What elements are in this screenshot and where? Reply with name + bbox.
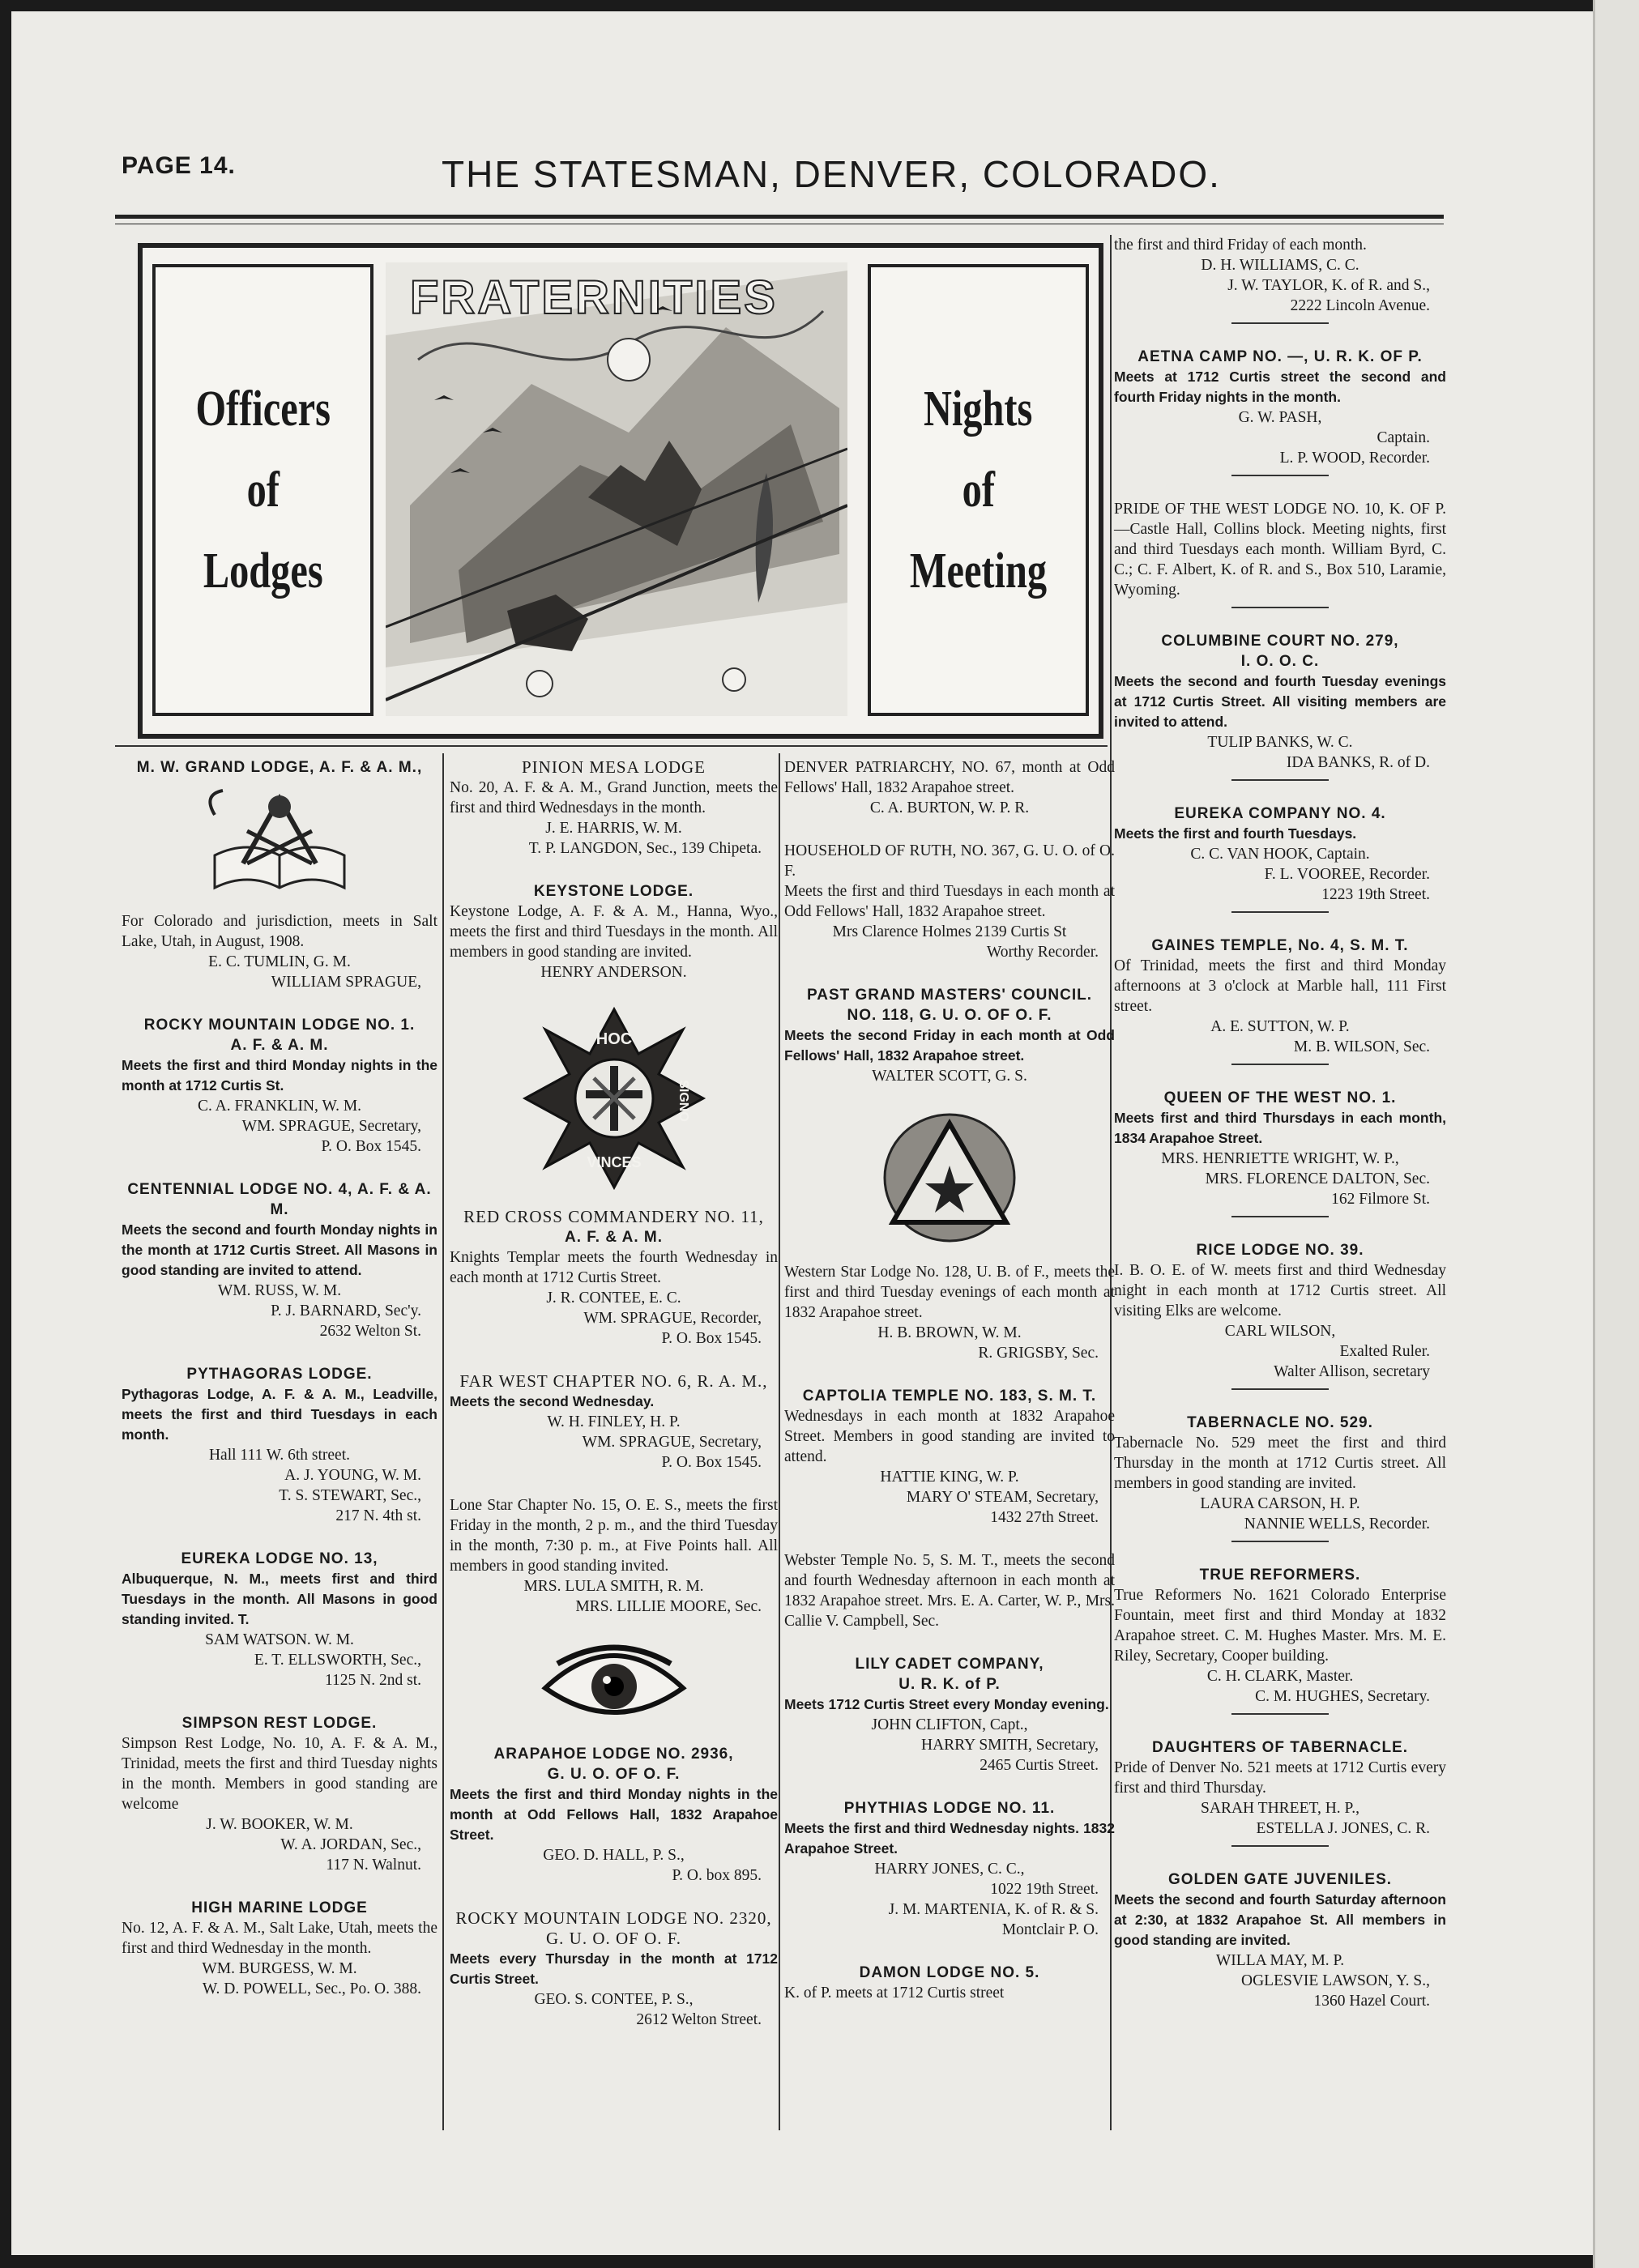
- notice-body: Meets 1712 Curtis Street every Monday evening.: [784, 1696, 1109, 1712]
- lodge-notice: [450, 1005, 778, 1349]
- notice-signature: C. C. VAN HOOK, Captain.: [1190, 846, 1370, 863]
- fraternities-banner: [138, 243, 1103, 739]
- notice-signature: Mrs Clarence Holmes 2139 Curtis St: [832, 923, 1067, 940]
- notice-signature: GEO. S. CONTEE, P. S.,: [534, 1991, 694, 2008]
- notice-signature: D. H. WILLIAMS, C. C.: [1201, 257, 1359, 274]
- notice-signature: TULIP BANKS, W. C.: [1207, 734, 1353, 751]
- column-3: [784, 757, 1115, 2026]
- notice-body: No. 20, A. F. & A. M., Grand Junction, meets the first and third Wednesdays in the month.: [450, 779, 778, 816]
- notice-signature: J. E. HARRIS, W. M.: [545, 820, 682, 837]
- lodge-notice: [784, 1550, 1115, 1631]
- notice-title: AETNA CAMP NO. —, U. R. K. OF P.: [1137, 348, 1423, 365]
- notice-title: DAMON LODGE NO. 5.: [859, 1964, 1040, 1981]
- lodge-notice: [122, 1364, 437, 1526]
- lodge-notice: [122, 757, 437, 992]
- notice-signature: HARRY JONES, C. C.,: [874, 1861, 1025, 1878]
- notice-signature: HENRY ANDERSON.: [540, 964, 687, 981]
- notice-title: ARAPAHOE LODGE NO. 2936,: [493, 1746, 734, 1763]
- notice-title: CAPTOLIA TEMPLE NO. 183, S. M. T.: [802, 1388, 1097, 1405]
- separator-rule: [1231, 779, 1329, 781]
- notice-title: PYTHAGORAS LODGE.: [186, 1366, 373, 1383]
- notice-signature: WM. SPRAGUE, Recorder,: [583, 1310, 762, 1327]
- notice-subtitle: A. F. & A. M.: [564, 1229, 664, 1246]
- notice-body: Simpson Rest Lodge, No. 10, A. F. & A. M., Trinidad, meets the first and third Tuesday nights in the month. Members in good standing are welcome: [122, 1735, 437, 1813]
- lodge-notice: [784, 1109, 1115, 1363]
- notice-body: the first and third Friday of each month.: [1114, 237, 1367, 254]
- notice-signature: WILLA MAY, M. P.: [1215, 1952, 1345, 1969]
- notice-signature: NANNIE WELLS, Recorder.: [1244, 1516, 1430, 1533]
- notice-title: GAINES TEMPLE, No. 4, S. M. T.: [1151, 937, 1409, 954]
- notice-signature: W. H. FINLEY, H. P.: [547, 1413, 681, 1430]
- notice-body: Meets the first and third Tuesdays in each month at Odd Fellows' Hall, 1832 Arapahoe street.: [784, 883, 1115, 920]
- notice-signature: W. A. JORDAN, Sec.,: [280, 1836, 421, 1853]
- notice-signature: T. S. STEWART, Sec.,: [279, 1487, 421, 1504]
- notice-title: GOLDEN GATE JUVENILES.: [1167, 1871, 1393, 1888]
- notice-signature: P. O. Box 1545.: [661, 1330, 762, 1347]
- lodge-notice: [122, 1015, 437, 1157]
- notice-body: Meets the second and fourth Saturday afternoon at 2:30, at 1832 Arapahoe St. All members in good standing are invited.: [1114, 1891, 1446, 1948]
- notice-signature: C. M. HUGHES, Secretary.: [1255, 1688, 1430, 1705]
- notice-title: KEYSTONE LODGE.: [533, 883, 694, 900]
- banner-left-word: Officers: [195, 382, 331, 437]
- notice-signature: SAM WATSON. W. M.: [205, 1631, 354, 1648]
- notice-body: Meets the first and fourth Tuesdays.: [1114, 825, 1357, 842]
- notice-signature: P. O. Box 1545.: [661, 1454, 762, 1471]
- lodge-notice: [450, 1371, 778, 1473]
- officers-of-lodges-box: [152, 264, 373, 716]
- notice-signature: SARAH THREET, H. P.,: [1201, 1800, 1359, 1817]
- notice-signature: 2465 Curtis Street.: [980, 1757, 1099, 1774]
- notice-signature: MRS. FLORENCE DALTON, Sec.: [1205, 1170, 1430, 1187]
- notice-body: Keystone Lodge, A. F. & A. M., Hanna, Wyo., meets the first and third Tuesdays in the month. All members in good standing are invited.: [450, 903, 778, 961]
- notice-title: PAST GRAND MASTERS' COUNCIL.: [806, 987, 1092, 1004]
- banner-right-word: Meeting: [909, 544, 1048, 599]
- svg-text:HOC: HOC: [595, 1030, 632, 1048]
- column-1: [122, 757, 437, 2022]
- notice-title: TABERNACLE NO. 529.: [1187, 1414, 1373, 1431]
- notice-body: Meets the first and third Wednesday nights. 1832 Arapahoe Street.: [784, 1820, 1115, 1857]
- notice-signature: MRS. HENRIETTE WRIGHT, W. P.,: [1161, 1150, 1399, 1167]
- notice-signature: J. W. BOOKER, W. M.: [206, 1816, 353, 1833]
- notice-signature: F. L. VOOREE, Recorder.: [1264, 866, 1430, 883]
- separator-rule: [1231, 1845, 1329, 1847]
- svg-text:VINCES: VINCES: [586, 1154, 642, 1170]
- notice-signature: WM. BURGESS, W. M.: [202, 1960, 357, 1977]
- templar-cross-icon: [450, 1005, 778, 1197]
- notice-title: RED CROSS COMMANDERY NO. 11,: [463, 1207, 764, 1226]
- lodge-notice: [784, 1798, 1115, 1940]
- lodge-notice: [784, 1386, 1115, 1528]
- lodge-notice: [1114, 1413, 1446, 1542]
- lodge-notice: [122, 1713, 437, 1875]
- notice-signature: H. B. BROWN, W. M.: [877, 1324, 1022, 1341]
- notice-body: No. 12, A. F. & A. M., Salt Lake, Utah, meets the first and third Wednesday in the month.: [122, 1920, 437, 1957]
- column-rule: [442, 753, 444, 2130]
- lodge-notice: [450, 1908, 778, 2030]
- notice-subtitle: G. U. O. OF O. F.: [547, 1766, 681, 1783]
- notice-body: Meets the second Wednesday.: [450, 1393, 655, 1409]
- notice-signature: JOHN CLIFTON, Capt.,: [871, 1716, 1028, 1733]
- notice-body: Pride of Denver No. 521 meets at 1712 Curtis every first and third Thursday.: [1114, 1759, 1446, 1797]
- separator-rule: [1231, 1064, 1329, 1065]
- notice-body: Meets first and third Thursdays in each month, 1834 Arapahoe Street.: [1114, 1110, 1446, 1146]
- notice-signature: A. J. YOUNG, W. M.: [284, 1467, 421, 1484]
- notice-signature: 1432 27th Street.: [990, 1509, 1099, 1526]
- lodge-notice: [1114, 347, 1446, 476]
- notice-signature: WALTER SCOTT, G. S.: [872, 1068, 1027, 1085]
- notice-signature: Walter Allison, secretary: [1274, 1363, 1430, 1380]
- notice-body: For Colorado and jurisdiction, meets in Salt Lake, Utah, in August, 1908.: [122, 913, 437, 950]
- notice-body: Of Trinidad, meets the first and third Monday afternoons at 3 o'clock at Marble hall, 111 First street.: [1114, 957, 1446, 1015]
- notice-signature: P. O. Box 1545.: [321, 1138, 421, 1155]
- notice-signature: 1223 19th Street.: [1321, 886, 1430, 903]
- lodge-notice: [1114, 235, 1446, 324]
- separator-rule: [1231, 1388, 1329, 1390]
- notice-signature: CARL WILSON,: [1224, 1323, 1336, 1340]
- banner-title: FRATERNITIES: [410, 271, 778, 324]
- notice-title: PINION MESA LODGE: [522, 757, 706, 777]
- notice-title: COLUMBINE COURT NO. 279,: [1161, 633, 1399, 650]
- column-rule: [779, 753, 780, 2130]
- notice-signature: P. J. BARNARD, Sec'y.: [271, 1302, 421, 1319]
- banner-left-word: of: [246, 463, 280, 518]
- column-2: [450, 757, 778, 2053]
- notice-signature: M. B. WILSON, Sec.: [1293, 1038, 1430, 1055]
- notice-signature: 2222 Lincoln Avenue.: [1290, 297, 1430, 314]
- notice-signature: 2612 Welton Street.: [636, 2011, 762, 2028]
- notice-body: HOUSEHOLD OF RUTH, NO. 367, G. U. O. of O. F.: [784, 842, 1115, 880]
- notice-title: TRUE REFORMERS.: [1199, 1567, 1361, 1584]
- notice-signature: MRS. LILLIE MOORE, Sec.: [575, 1598, 762, 1615]
- notice-body: Wednesdays in each month at 1832 Arapahoe Street. Members in good standing are invited to attend.: [784, 1408, 1115, 1465]
- notice-signature: OGLESVIE LAWSON, Y. S.,: [1241, 1972, 1430, 1989]
- notice-title: QUEEN OF THE WEST NO. 1.: [1163, 1089, 1397, 1106]
- notice-signature: 2632 Welton St.: [319, 1323, 421, 1340]
- banner-right-word: Nights: [924, 382, 1033, 437]
- notice-body: True Reformers No. 1621 Colorado Enterprise Fountain, meet first and third Monday at 1832 Arapahoe street. C. M. Hughes Master. Mrs. M. E. Riley, Secretary, Cooper building.: [1114, 1587, 1446, 1665]
- notice-signature: E. C. TUMLIN, G. M.: [208, 953, 351, 970]
- masonic-bible-icon: [122, 782, 437, 902]
- notice-body: Western Star Lodge No. 128, U. B. of F., meets the first and third Tuesday evenings of each month at 1832 Arapahoe street.: [784, 1264, 1115, 1321]
- lodge-notice: [1114, 499, 1446, 608]
- lodge-notice: [784, 1654, 1115, 1776]
- notice-title: FAR WEST CHAPTER NO. 6, R. A. M.,: [459, 1371, 768, 1391]
- notice-signature: IDA BANKS, R. of D.: [1286, 754, 1430, 771]
- lodge-notice: [450, 1495, 778, 1617]
- notice-signature: Hall 111 W. 6th street.: [208, 1447, 351, 1464]
- notice-signature: ESTELLA J. JONES, C. R.: [1256, 1820, 1430, 1837]
- notice-subtitle: NO. 118, G. U. O. OF O. F.: [847, 1007, 1052, 1024]
- notice-signature: C. A. FRANKLIN, W. M.: [197, 1098, 362, 1115]
- lodge-notice: [1114, 1565, 1446, 1715]
- lodge-notice: [1114, 1737, 1446, 1847]
- notice-title: SIMPSON REST LODGE.: [181, 1715, 378, 1732]
- notice-signature: R. GRIGSBY, Sec.: [978, 1345, 1099, 1362]
- page-edge: [1593, 0, 1639, 2268]
- lodge-notice: [450, 881, 778, 983]
- notice-signature: Exalted Ruler.: [1339, 1343, 1430, 1360]
- notice-signature: 117 N. Walnut.: [326, 1857, 421, 1874]
- lodge-notice: [784, 985, 1115, 1086]
- notice-signature: 1360 Hazel Court.: [1313, 1993, 1430, 2010]
- notice-body: Knights Templar meets the fourth Wednesday in each month at 1712 Curtis Street.: [450, 1249, 778, 1286]
- notice-subtitle: I. O. O. C.: [1240, 653, 1320, 670]
- notice-body: Tabernacle No. 529 meet the first and third Thursday in the month at 1712 Curtis street. All members in good standing are invited.: [1114, 1435, 1446, 1492]
- separator-rule: [1231, 607, 1329, 608]
- triangle-star-icon: [784, 1109, 1115, 1252]
- all-seeing-eye-icon: [450, 1639, 778, 1734]
- notice-signature: WILLIAM SPRAGUE,: [271, 974, 421, 991]
- notice-body: Lone Star Chapter No. 15, O. E. S., meets the first Friday in the month, 2 p. m., and the third Tuesday in the month, 7:30 p. m., at Five Points hall. All members in good standing invited.: [450, 1497, 778, 1575]
- notice-signature: J. W. TAYLOR, K. of R. and S.,: [1227, 277, 1430, 294]
- notice-signature: Worthy Recorder.: [986, 944, 1099, 961]
- notice-body: I. B. O. E. of W. meets first and third Wednesday night in each month at 1712 Curtis street. All visiting Elks are welcome.: [1114, 1262, 1446, 1319]
- lodge-notice: [122, 1179, 437, 1341]
- banner-left-word: Lodges: [203, 544, 323, 599]
- lodge-notice: [1114, 936, 1446, 1065]
- lodge-notice: [450, 757, 778, 859]
- notice-body: Meets the first and third Monday nights in the month at 1712 Curtis St.: [122, 1057, 437, 1094]
- notice-signature: 1125 N. 2nd st.: [325, 1672, 421, 1689]
- notice-signature: HATTIE KING, W. P.: [880, 1469, 1019, 1486]
- fraternities-illustration-icon: [386, 262, 847, 716]
- lodge-notice: [1114, 1869, 1446, 2011]
- separator-rule: [1231, 1541, 1329, 1542]
- svg-text:SIGNO: SIGNO: [676, 1080, 690, 1122]
- notice-signature: C. H. CLARK, Master.: [1206, 1668, 1354, 1685]
- notice-title: CENTENNIAL LODGE NO. 4, A. F. & A. M.: [127, 1181, 432, 1218]
- lodge-notice: [1114, 631, 1446, 781]
- notice-title: ROCKY MOUNTAIN LODGE NO. 1.: [143, 1017, 416, 1034]
- notice-signature: WM. SPRAGUE, Secretary,: [582, 1434, 762, 1451]
- separator-rule: [1231, 1216, 1329, 1217]
- notice-title: HIGH MARINE LODGE: [191, 1899, 368, 1916]
- notice-body: Meets every Thursday in the month at 1712 Curtis Street.: [450, 1950, 778, 1987]
- notice-title: EUREKA COMPANY NO. 4.: [1174, 805, 1386, 822]
- notice-subtitle: U. R. K. of P.: [898, 1676, 1001, 1693]
- lodge-notice: [784, 1963, 1115, 2003]
- notice-signature: 217 N. 4th st.: [335, 1507, 421, 1524]
- notice-signature: L. P. WOOD, Recorder.: [1279, 450, 1430, 467]
- notice-body: Webster Temple No. 5, S. M. T., meets the second and fourth Wednesday afternoon in each month at 1832 Arapahoe street. Mrs. E. A. Carter, W. P., Mrs. Callie V. Campbell, Sec.: [784, 1552, 1115, 1630]
- notice-signature: GEO. D. HALL, P. S.,: [543, 1847, 685, 1864]
- column-4: [1114, 235, 1446, 2034]
- notice-body: Meets the first and third Monday nights in the month at Odd Fellows Hall, 1832 Arapahoe Street.: [450, 1786, 778, 1843]
- notice-body: PRIDE OF THE WEST LODGE NO. 10, K. OF P.—Castle Hall, Collins block. Meeting nights, first and third Tuesdays each month. William Byrd, C. C.; C. F. Albert, K. of R. and S., Box 510, Laramie, Wyoming.: [1114, 501, 1446, 599]
- notice-title: DAUGHTERS OF TABERNACLE.: [1151, 1739, 1409, 1756]
- notice-title: ROCKY MOUNTAIN LODGE NO. 2320, G. U. O. OF O. F.: [455, 1908, 772, 1948]
- notice-signature: 162 Filmore St.: [1331, 1191, 1430, 1208]
- notice-body: Meets at 1712 Curtis street the second and fourth Friday nights in the month.: [1114, 369, 1446, 405]
- notice-signature: P. O. box 895.: [672, 1867, 762, 1884]
- nights-of-meeting-box: [868, 264, 1089, 716]
- banner-right-word: of: [962, 463, 995, 518]
- lodge-notice: [784, 841, 1115, 962]
- lodge-notice: [1114, 1240, 1446, 1390]
- notice-signature: MRS. LULA SMITH, R. M.: [523, 1578, 704, 1595]
- notice-signature: MARY O' STEAM, Secretary,: [906, 1489, 1099, 1506]
- notice-body: Meets the second and fourth Monday nights in the month at 1712 Curtis Street. All Masons in good standing are invited to attend.: [122, 1221, 437, 1278]
- notice-title: M. W. GRAND LODGE, A. F. & A. M.,: [136, 759, 423, 776]
- notice-signature: Captain.: [1377, 429, 1430, 446]
- separator-rule: [1231, 475, 1329, 476]
- notice-title: PHYTHIAS LODGE NO. 11.: [843, 1800, 1056, 1817]
- lodge-notice: [1114, 1088, 1446, 1217]
- header-rule: [115, 215, 1444, 219]
- masthead: THE STATESMAN, DENVER, COLORADO.: [442, 153, 1221, 195]
- notice-signature: A. E. SUTTON, W. P.: [1210, 1018, 1350, 1035]
- notice-body: K. of P. meets at 1712 Curtis street: [784, 1985, 1005, 2002]
- notice-body: Meets the second Friday in each month at Odd Fellows' Hall, 1832 Arapahoe street.: [784, 1027, 1115, 1064]
- notice-title: EUREKA LODGE NO. 13,: [181, 1550, 378, 1567]
- separator-rule: [1231, 1713, 1329, 1715]
- notice-signature: LAURA CARSON, H. P.: [1200, 1495, 1360, 1512]
- notice-signature: WM. SPRAGUE, Secretary,: [241, 1118, 421, 1135]
- notice-title: RICE LODGE NO. 39.: [1196, 1242, 1364, 1259]
- notice-body: Albuquerque, N. M., meets first and third Tuesdays in the month. All Masons in good standing invited. T.: [122, 1571, 437, 1627]
- lodge-notice: [1114, 804, 1446, 913]
- notice-signature: T. P. LANGDON, Sec., 139 Chipeta.: [528, 840, 762, 857]
- notice-subtitle: A. F. & A. M.: [230, 1037, 329, 1054]
- notice-signature: C. A. BURTON, W. P. R.: [869, 799, 1030, 816]
- page-number: PAGE 14.: [122, 152, 236, 179]
- notice-body: DENVER PATRIARCHY, NO. 67, month at Odd Fellows' Hall, 1832 Arapahoe street.: [784, 759, 1115, 796]
- lodge-notice: [122, 1549, 437, 1690]
- notice-signature: W. D. POWELL, Sec., Po. O. 388.: [202, 1980, 421, 1997]
- notice-signature: 1022 19th Street.: [990, 1881, 1099, 1898]
- notice-signature: G. W. PASH,: [1238, 409, 1322, 426]
- lodge-notice: [784, 757, 1115, 818]
- notice-signature: HARRY SMITH, Secretary,: [921, 1737, 1099, 1754]
- notice-signature: J. M. MARTENIA, K. of R. & S.: [888, 1901, 1099, 1918]
- notice-body: Pythagoras Lodge, A. F. & A. M., Leadville, meets the first and third Tuesdays in each month.: [122, 1386, 437, 1443]
- banner-rule: [115, 745, 1108, 747]
- separator-rule: [1231, 911, 1329, 913]
- lodge-notice: [122, 1898, 437, 1999]
- notice-signature: J. R. CONTEE, E. C.: [546, 1290, 681, 1307]
- notice-signature: WM. RUSS, W. M.: [217, 1282, 342, 1299]
- notice-signature: Montclair P. O.: [1001, 1921, 1099, 1938]
- lodge-notice: [450, 1639, 778, 1886]
- notice-signature: E. T. ELLSWORTH, Sec.,: [254, 1652, 421, 1669]
- notice-body: Meets the second and fourth Tuesday evenings at 1712 Curtis Street. All visiting members are invited to attend.: [1114, 673, 1446, 730]
- separator-rule: [1231, 322, 1329, 324]
- notice-title: LILY CADET COMPANY,: [855, 1656, 1044, 1673]
